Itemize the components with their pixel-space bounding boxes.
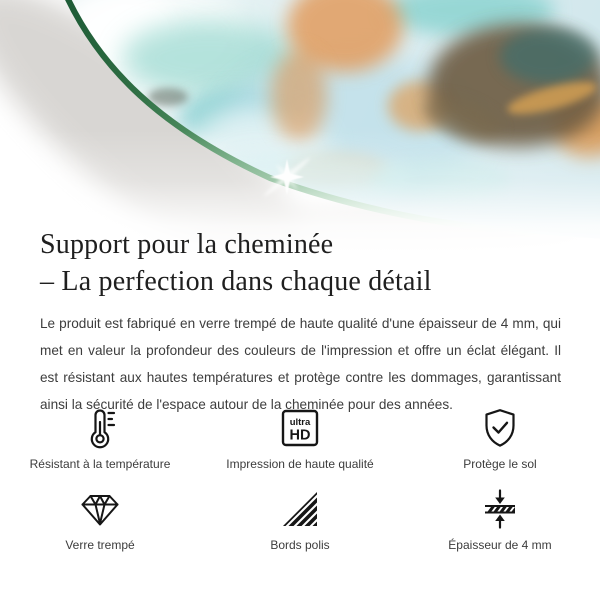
shield-check-icon <box>478 406 522 450</box>
ultra-hd-icon <box>278 406 322 450</box>
svg-text:HD: HD <box>289 427 311 444</box>
feature-grid <box>0 401 600 563</box>
page-title <box>40 226 432 300</box>
product-photo <box>0 0 600 260</box>
thermometer-icon <box>78 406 122 450</box>
page-title-line1: Support pour la cheminée <box>40 229 334 260</box>
feature-tempered-glass <box>0 482 200 563</box>
feature-floor-protection <box>400 401 600 482</box>
page-title-line2: – La perfection dans chaque détail <box>40 266 432 297</box>
feature-label: Protège le sol <box>463 457 537 471</box>
feature-polished-edges <box>200 482 400 563</box>
feature-thickness <box>400 482 600 563</box>
product-description-text: Le produit est fabriqué en verre trempé de haute qualité d'une épaisseur de 4 mm, qui met en valeur la profondeur des couleurs de l'impression et offre un éclat élégant. Il est résistant aux hautes températures et protège contre les dommages, garantissant ainsi la sécurité de l'espace autour de la cheminée pour des années. <box>40 316 561 412</box>
feature-temperature <box>0 401 200 482</box>
feature-label: Épaisseur de 4 mm <box>448 538 552 552</box>
thickness-icon <box>478 487 522 531</box>
diamond-icon <box>78 487 122 531</box>
svg-text:ultra: ultra <box>289 417 311 428</box>
feature-print-quality <box>200 401 400 482</box>
feature-label: Résistant à la température <box>29 457 171 471</box>
polished-edges-icon <box>278 487 322 531</box>
feature-label: Impression de haute qualité <box>226 457 374 471</box>
feature-label: Bords polis <box>270 538 330 552</box>
feature-label: Verre trempé <box>65 538 135 552</box>
